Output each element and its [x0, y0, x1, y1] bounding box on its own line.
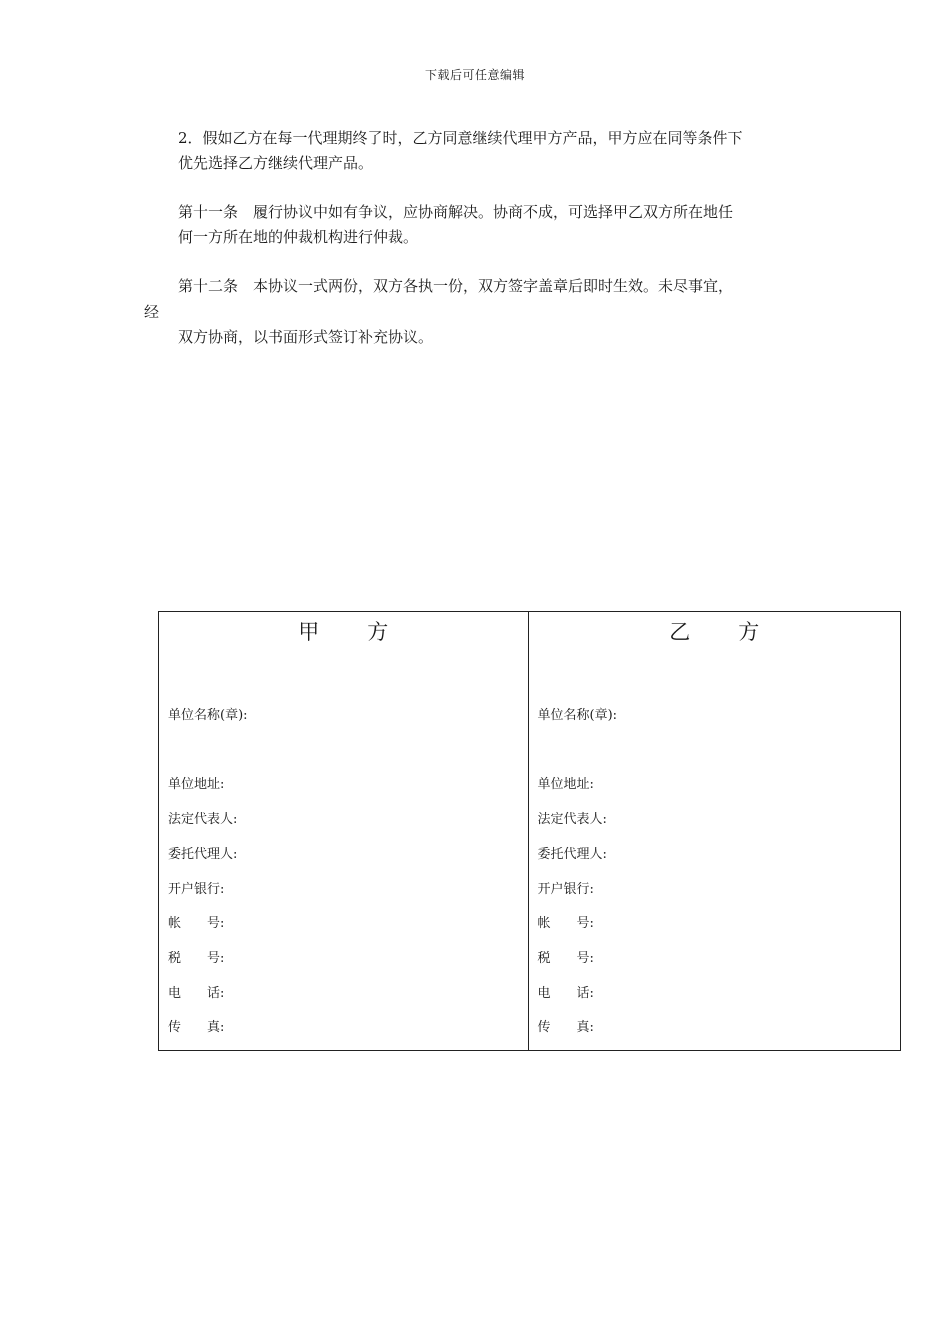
article-11-line-2: 何一方所在地的仲裁机构进行仲裁。: [178, 228, 419, 246]
article-11-paragraph: [178, 200, 818, 250]
party-b-title: 乙方: [669, 620, 808, 644]
signature-table: [158, 611, 901, 1051]
article-12-continuation: [178, 325, 818, 350]
party-b-name-field: 单位名称(章):: [537, 708, 618, 723]
article-12-line-1: 第十二条 本协议一式两份，双方各执一份，双方签字盖章后即时生效。未尽事宜，: [178, 277, 734, 295]
party-a-agent-field: 委托代理人:: [168, 847, 238, 862]
party-b-tax-field: 税 号:: [537, 951, 594, 966]
party-b-fax-field: 传 真:: [537, 1020, 594, 1035]
article-12-line-2: 双方协商，以书面形式签订补充协议。: [178, 328, 434, 346]
party-a-legal-rep-field: 法定代表人:: [168, 812, 238, 827]
party-b-account-field: 帐 号:: [537, 916, 594, 931]
party-a-column: [159, 612, 529, 1050]
party-b-agent-field: 委托代理人:: [537, 847, 607, 862]
party-a-title: 甲方: [298, 620, 437, 644]
party-a-fax-field: 传 真:: [168, 1020, 225, 1035]
party-b-column: [529, 612, 901, 1050]
clause-2-line-2: 优先选择乙方继续代理产品。: [178, 154, 374, 172]
party-a-bank-field: 开户银行:: [168, 882, 225, 897]
party-b-address-field: 单位地址:: [537, 777, 594, 792]
party-a-account-field: 帐 号:: [168, 916, 225, 931]
party-b-phone-field: 电 话:: [537, 986, 594, 1001]
header-note: 下载后可任意编辑: [424, 68, 525, 82]
party-a-name-field: 单位名称(章):: [168, 708, 248, 723]
party-a-phone-field: 电 话:: [168, 986, 225, 1001]
party-b-legal-rep-field: 法定代表人:: [537, 812, 607, 827]
party-b-bank-field: 开户银行:: [537, 882, 594, 897]
party-a-tax-field: 税 号:: [168, 951, 225, 966]
article-12-paragraph: [178, 274, 818, 299]
party-a-address-field: 单位地址:: [168, 777, 225, 792]
clause-2-line-1: 2．假如乙方在每一代理期终了时，乙方同意继续代理甲方产品，甲方应在同等条件下: [178, 129, 743, 147]
article-12-wrapped-char: 经: [144, 303, 160, 321]
article-11-line-1: 第十一条 履行协议中如有争议，应协商解决。协商不成，可选择甲乙双方所在地任: [178, 203, 734, 221]
clause-2-paragraph: [178, 126, 818, 176]
